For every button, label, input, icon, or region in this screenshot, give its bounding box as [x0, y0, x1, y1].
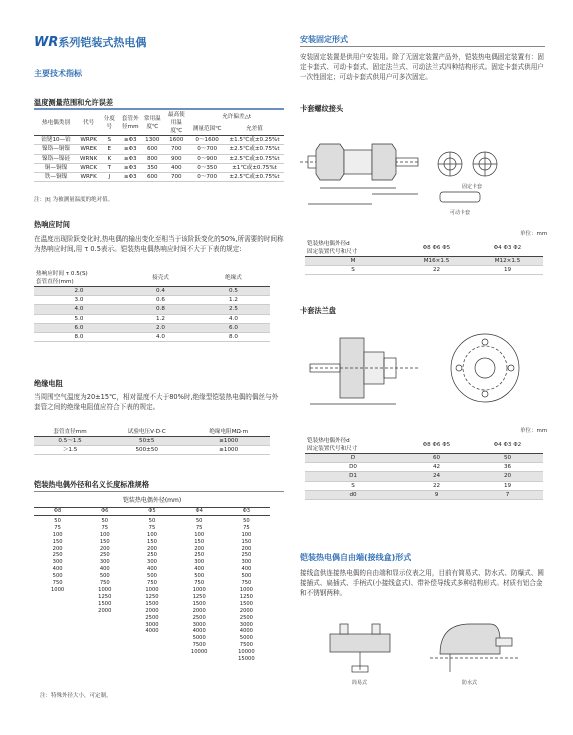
table-row	[34, 154, 284, 163]
length-value: 400	[194, 566, 205, 573]
length-value: 300	[99, 559, 110, 566]
th-type: 热电偶类别	[34, 111, 78, 136]
table-row	[34, 296, 270, 305]
length-column	[223, 507, 270, 663]
table-cell: 700	[163, 172, 189, 181]
main-specs-heading: 主要技术指标	[34, 69, 82, 78]
th-voltage: 试验电压V·D·C	[106, 428, 187, 437]
length-value: 50	[101, 517, 109, 524]
th-flange-b: Φ4 Φ3 Φ2	[472, 437, 543, 454]
table-cell: WREK	[78, 145, 99, 154]
response-paragraph: 在温度出现阶跃变化时,热电偶的输出变化至相当于该阶跃变化的50%,所需要的时间称为热响应时间,用 τ 0.5表示。铠装热电偶热响应时间不大于下表的规定:	[34, 235, 284, 254]
table-cell: WRFK	[78, 172, 99, 181]
table-cell: 6.0	[197, 323, 270, 332]
length-value: 100	[147, 531, 157, 538]
length-column	[34, 507, 81, 594]
table-row	[34, 332, 270, 341]
box-heading: 铠装热电偶自由端(接线盒)形式	[300, 553, 412, 562]
response-heading: 热响应时间	[34, 220, 70, 229]
length-value: 1250	[239, 593, 253, 600]
length-col-header: Φ8	[34, 507, 81, 516]
length-value: 250	[99, 552, 110, 559]
unit-label: 单位：mm	[520, 231, 548, 237]
table-row	[34, 163, 284, 172]
length-value: 2000	[239, 607, 253, 614]
length-value: 500	[147, 573, 157, 580]
table-cell: ＞1.5	[34, 446, 106, 455]
th-flange-a: Φ8 Φ6 Φ5	[401, 437, 472, 454]
length-col-header: Φ4	[176, 507, 223, 516]
table-cell: 36	[472, 463, 543, 472]
th-max: 最高使用温度℃	[163, 111, 189, 136]
length-value: 3000	[192, 621, 206, 628]
table-row	[305, 490, 543, 499]
length-value: 50	[243, 517, 250, 524]
length-value: 100	[194, 531, 205, 538]
length-value: 250	[241, 552, 252, 559]
table-cell: D0	[305, 463, 401, 472]
table-cell: 0.4	[124, 287, 197, 296]
table-cell: 镍铬—镍硅	[34, 154, 78, 163]
table-cell: d0	[305, 490, 401, 499]
length-value: 400	[99, 566, 110, 573]
length-value: 2500	[239, 614, 253, 621]
table-cell: 0.5～1.5	[34, 437, 106, 446]
table-cell: E	[99, 145, 119, 154]
table-row	[34, 145, 284, 154]
table-cell: 22	[401, 266, 472, 275]
length-table	[34, 507, 270, 665]
th-allowed: 允许偏差△t	[222, 113, 252, 120]
length-value: 2500	[145, 614, 159, 621]
temp-error-table	[34, 111, 284, 182]
table-cell: 600	[141, 145, 163, 154]
th-grounded: 接壳式	[124, 270, 197, 287]
ferrule-diagram	[300, 114, 545, 226]
th-flange-dim: 铠装热电偶外径d 固定装置代号和尺寸	[305, 437, 401, 454]
table-cell: 50±5	[106, 437, 187, 446]
table-cell: D1	[305, 472, 401, 481]
length-value: 1250	[98, 593, 112, 600]
table-cell: 50	[472, 454, 543, 463]
length-value: 75	[148, 524, 156, 531]
table-cell: 镍铬—铜镍	[34, 145, 78, 154]
length-col-header: Φ3	[223, 507, 270, 516]
ferrule-heading: 卡套螺纹接头	[300, 104, 344, 113]
length-value: 150	[147, 538, 157, 545]
table-row	[34, 136, 284, 145]
length-value: 1000	[239, 586, 253, 593]
table-cell: ≥Φ3	[119, 163, 141, 172]
insulation-heading: 绝缘电阻	[34, 379, 63, 388]
table-cell: J	[99, 172, 119, 181]
length-value: 7500	[239, 642, 253, 649]
length-column	[81, 507, 128, 615]
length-value: 100	[241, 531, 252, 538]
table-cell: 700	[163, 145, 189, 154]
length-note: 注：特殊外径大小，可定制。	[40, 693, 112, 699]
table-cell: WRPK	[78, 136, 99, 145]
length-heading: 铠装热电偶外径和名义长度标准规格	[34, 480, 150, 489]
response-table	[34, 270, 270, 342]
length-value: 750	[241, 580, 252, 587]
length-value: 50	[148, 517, 156, 524]
table-cell: 1300	[141, 136, 163, 145]
table-cell: ±2.5℃或±0.75%t	[225, 145, 284, 154]
length-value: 750	[147, 580, 157, 587]
length-value: 400	[52, 566, 63, 573]
length-value: 300	[194, 559, 205, 566]
table-cell: ≥Φ3	[119, 145, 141, 154]
length-value: 1000	[98, 586, 112, 593]
length-value: 1000	[192, 586, 206, 593]
insulation-paragraph: 当周围空气温度为20±15℃，相对湿度不大于80%时,绝缘型铠装热电偶的偶丝与外套管之间的绝缘电阻值应符合下表的规定。	[34, 393, 279, 412]
length-value: 750	[194, 580, 205, 587]
flange-heading: 卡套法兰盘	[300, 306, 336, 315]
table-row	[305, 481, 543, 490]
table-cell: ≥1000	[187, 437, 270, 446]
length-value: 10000	[238, 649, 255, 656]
length-col-header: Φ6	[81, 507, 128, 516]
table-row	[305, 454, 543, 463]
table-cell: ≥1000	[187, 446, 270, 455]
table-cell: 0～1600	[189, 136, 225, 145]
table-cell: 8.0	[34, 332, 124, 341]
length-value: 2500	[192, 614, 206, 621]
table-row	[34, 287, 270, 296]
length-value: 200	[194, 545, 205, 552]
th-ferrule-dim: 铠装热电偶外径d 固定装置代号和尺寸	[305, 240, 401, 257]
length-value: 1500	[145, 600, 159, 607]
length-col-header: Φ5	[128, 507, 175, 516]
table-cell: 铜—铜镍	[34, 163, 78, 172]
table-cell: 1600	[163, 136, 189, 145]
table-cell: 2.5	[197, 305, 270, 314]
table-cell: ±1℃或±0.75%t	[225, 163, 284, 172]
length-value: 150	[241, 538, 252, 545]
length-value: 300	[52, 559, 63, 566]
ferrule-table	[305, 240, 543, 275]
flange-diagram	[300, 318, 545, 418]
th-od: 套管外径mm	[119, 111, 141, 136]
table-cell: 24	[401, 472, 472, 481]
table-cell: 2.0	[34, 287, 124, 296]
length-value: 50	[195, 517, 203, 524]
length-value: 500	[241, 573, 252, 580]
th-resp: 热响应时间 τ 0.5(S) 套管直径(mm)	[34, 270, 124, 287]
length-value: 400	[147, 566, 157, 573]
table-cell: 6.0	[34, 323, 124, 332]
table-cell: T	[99, 163, 119, 172]
th-range: 测量范围℃	[189, 123, 225, 136]
length-value: 250	[147, 552, 157, 559]
length-value: 1500	[98, 600, 112, 607]
table-row	[34, 172, 284, 181]
table-row	[305, 463, 543, 472]
length-value: 300	[241, 559, 252, 566]
table-cell: ≥Φ3	[119, 136, 141, 145]
temp-range-heading: 温度测量范围和允许误差	[34, 98, 114, 107]
unit-label: 单位：mm	[520, 428, 548, 434]
heading-rule	[300, 46, 545, 47]
length-value: 500	[52, 573, 63, 580]
table-cell: 0～700	[189, 145, 225, 154]
table-row	[305, 472, 543, 481]
length-value: 750	[52, 580, 63, 587]
table-cell: 2.0	[124, 323, 197, 332]
length-column	[176, 507, 223, 656]
length-value: 3000	[145, 621, 159, 628]
length-value: 4000	[192, 628, 206, 635]
length-value: 2000	[192, 607, 206, 614]
length-value: 500	[194, 573, 205, 580]
insulation-table	[34, 428, 270, 455]
length-value: 100	[99, 531, 110, 538]
flange-table	[305, 437, 543, 500]
temp-note: 注：|t| 为被测量温度的绝对值。	[34, 197, 114, 203]
table-row	[34, 437, 270, 446]
table-cell: 4.0	[34, 305, 124, 314]
length-value: 150	[99, 538, 110, 545]
install-heading: 安装固定形式	[300, 35, 348, 44]
table-cell: S	[99, 136, 119, 145]
th-common: 常用温度℃	[141, 111, 163, 136]
length-value: 4000	[239, 628, 253, 635]
length-value: 1000	[50, 586, 65, 593]
length-value: 200	[147, 545, 157, 552]
table-cell: M16×1.5	[401, 257, 472, 266]
table-cell: M12×1.5	[472, 257, 543, 266]
table-cell: 800	[141, 154, 163, 163]
table-cell: WRCK	[78, 163, 99, 172]
length-value: 100	[52, 531, 63, 538]
length-value: 2000	[145, 607, 159, 614]
waterproof-box-label: 防水式	[462, 680, 478, 686]
table-cell: 20	[472, 472, 543, 481]
heading-rule	[34, 108, 284, 110]
simple-box-label: 简易式	[352, 680, 368, 686]
table-cell: 350	[141, 163, 163, 172]
table-cell: 42	[401, 463, 472, 472]
length-value: 250	[52, 552, 63, 559]
length-value: 5000	[239, 635, 253, 642]
length-value: 1500	[239, 600, 253, 607]
length-value: 750	[99, 580, 110, 587]
table-cell: 0.8	[124, 305, 197, 314]
length-value: 150	[194, 538, 205, 545]
table-cell: 0～700	[189, 172, 225, 181]
length-column	[128, 507, 175, 635]
table-cell: 600	[141, 172, 163, 181]
table-cell: 0～900	[189, 154, 225, 163]
table-cell: M	[305, 257, 401, 266]
length-value: 2000	[98, 607, 112, 614]
length-value: 400	[241, 566, 252, 573]
table-row	[34, 314, 270, 323]
table-row	[305, 266, 543, 275]
length-value: 500	[99, 573, 110, 580]
length-value: 5000	[192, 635, 206, 642]
table-cell: ≥Φ3	[119, 172, 141, 181]
title-text: 系列铠装式热电偶	[58, 36, 147, 49]
install-paragraph: 安装固定装置是供用户安装用。除了无固定装置产品外，铠装热电偶固定装置有：固定卡套式、可动卡套式、固定法兰式、可动法兰式四种结构形式。固定卡套式供用户一次性固定；可动卡套式供用户可多次固定。	[300, 53, 544, 82]
table-cell: 4.0	[124, 332, 197, 341]
table-cell: D	[305, 454, 401, 463]
th-insulated: 绝缘式	[197, 270, 270, 287]
table-row	[305, 257, 543, 266]
table-cell: 400	[163, 163, 189, 172]
length-value: 7500	[192, 642, 206, 649]
table-cell: 1.2	[197, 296, 270, 305]
length-value: 150	[52, 538, 63, 545]
table-cell: 铂铑10—铂	[34, 136, 78, 145]
table-row	[34, 446, 270, 455]
table-cell: WRNK	[80, 155, 98, 162]
table-cell: 22	[401, 481, 472, 490]
length-value: 75	[243, 524, 250, 531]
movable-ferrule-label: 可动卡套	[450, 210, 471, 216]
table-cell: ≥Φ3	[119, 154, 141, 163]
table-cell: 4.0	[197, 314, 270, 323]
fixed-ferrule-label: 固定卡套	[462, 184, 483, 190]
table-row	[34, 323, 270, 332]
length-value: 200	[99, 545, 110, 552]
length-value: 50	[54, 517, 61, 524]
table-cell: ±2.5℃或±0.75%t	[225, 172, 284, 181]
length-value: 1500	[192, 600, 206, 607]
table-cell: 0.5	[197, 287, 270, 296]
table-row	[34, 305, 270, 314]
length-value: 4000	[145, 628, 159, 635]
box-paragraph: 接线盒供连接热电偶的自由端和显示仪表之用，目前有简易式、防水式、防爆式、圆接插式、扁插式、手柄式(小接线盒式)、带补偿导线式多种结构形式。材质有铝合金和不锈钢两种。	[300, 569, 544, 598]
length-value: 3000	[239, 621, 253, 628]
length-value: 1250	[192, 593, 206, 600]
table-cell: 9	[401, 490, 472, 499]
length-group-label: 铠装热电偶外径(mm)	[122, 497, 182, 504]
length-value: 300	[147, 559, 157, 566]
table-cell: 19	[472, 266, 543, 275]
length-value: 10000	[190, 649, 208, 656]
heading-rule	[34, 491, 284, 492]
th-diam: 套管直径mm	[34, 428, 106, 437]
table-cell: S	[305, 266, 401, 275]
length-value: 75	[195, 524, 203, 531]
length-value: 250	[194, 552, 205, 559]
table-cell: 900	[163, 154, 189, 163]
table-cell: ±1.5℃或±0.25%t	[225, 136, 284, 145]
terminal-box-diagram	[300, 610, 545, 690]
table-cell: 5.0	[34, 314, 124, 323]
table-cell: K	[99, 154, 119, 163]
table-cell: 8.0	[197, 332, 270, 341]
table-cell: ±2.5℃或±0.75%t	[225, 154, 284, 163]
table-cell: 0～350	[189, 163, 225, 172]
length-value: 1250	[145, 593, 159, 600]
table-cell: 1.2	[124, 314, 197, 323]
length-value: 15000	[238, 656, 255, 663]
th-grad: 分度号	[99, 111, 119, 136]
th-tol: 允差值	[225, 123, 284, 136]
table-cell: 3.0	[34, 296, 124, 305]
table-cell: 19	[472, 481, 543, 490]
th-ferrule-a: Φ8 Φ6 Φ5	[401, 240, 472, 257]
length-value: 75	[54, 524, 61, 531]
th-code: 代号	[78, 111, 99, 136]
table-cell: 60	[401, 454, 472, 463]
page-title	[34, 34, 146, 53]
table-cell: 500±50	[106, 446, 187, 455]
length-value: 1000	[145, 586, 159, 593]
table-cell: 铁—铜镍	[34, 172, 78, 181]
th-ferrule-b: Φ4 Φ3 Φ2	[472, 240, 543, 257]
table-cell: 0.6	[124, 296, 197, 305]
length-value: 200	[241, 545, 252, 552]
table-cell: S	[305, 481, 401, 490]
length-value: 75	[101, 524, 109, 531]
length-value: 200	[52, 545, 63, 552]
table-cell: 7	[472, 490, 543, 499]
title-prefix: WR	[34, 35, 59, 50]
th-resistance: 绝缘电阻MΩ·m	[187, 428, 270, 437]
